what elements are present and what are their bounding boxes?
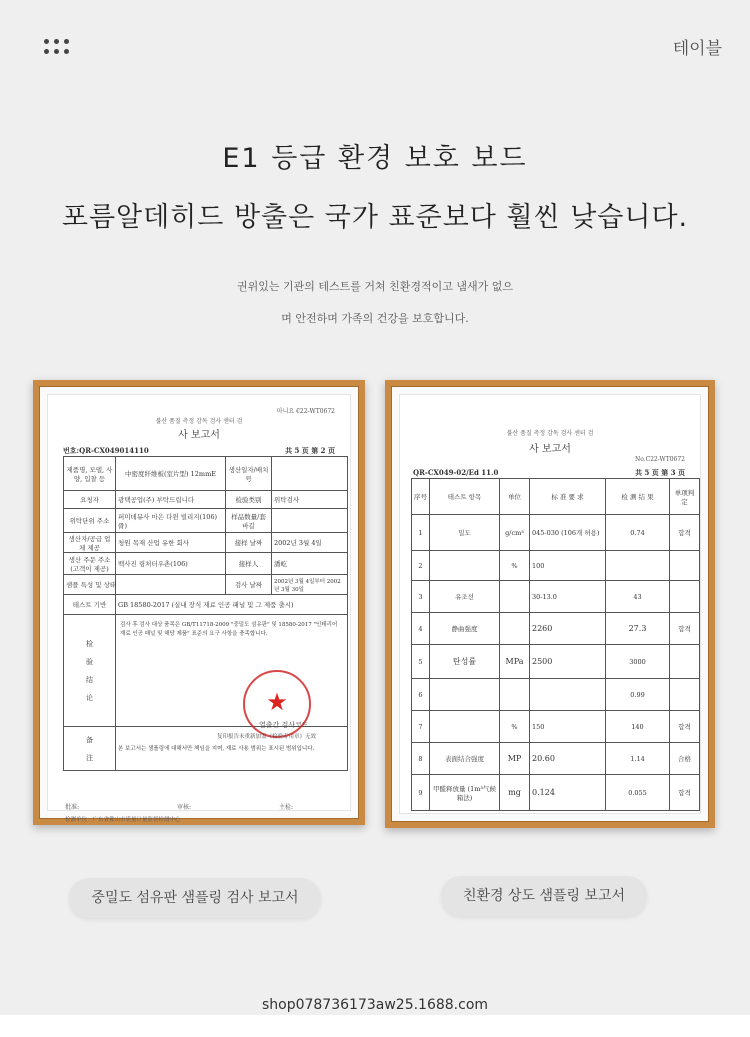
table-header-row [412,479,700,515]
right-report-table [411,478,700,811]
cell-no: 3 [412,581,430,613]
caption-left[interactable]: 중밀도 섬유판 샘플링 검사 보고서 [69,878,321,918]
row-value-2 [272,457,348,491]
cell-unit [500,581,530,613]
row-label-2: 생산일자/배치号 [226,457,272,491]
row-label: 생산 주문 주소(고객이 제공) [64,553,116,575]
seal-caption-2: 复印报告未重新加盖《检验专用章》无效 [217,734,317,740]
row-value: 中密度纤维板(室片型) 12mmE [116,457,226,491]
shop-watermark: shop078736173aw25.1688.com [261,997,489,1013]
row-value: 청원 목재 산업 유한 회사 [116,533,226,553]
cell-item: 유조선 [430,581,500,613]
table-row [64,509,348,533]
right-certificate [399,394,701,814]
cell-unit: % [500,551,530,581]
table-row [412,775,700,811]
cell-result: 0.99 [606,679,670,711]
cell-requirement [530,679,606,711]
table-row [64,533,348,553]
title-line-2: 포름알데히드 방출은 국가 표준보다 훨씬 낮습니다. [61,202,689,233]
column-header: 单项判定 [670,479,700,515]
conclusion-char: 验 [86,657,93,666]
table-row [64,553,348,575]
cell-result: 3000 [606,645,670,679]
cell-judgement: 합격 [670,711,700,743]
table-row [412,613,700,645]
cell-judgement [670,679,700,711]
cell-requirement: 2260 [530,613,606,645]
table-row [64,575,348,595]
cell-no: 9 [412,775,430,811]
row-label-2: 接样 날짜 [226,533,272,553]
row-label: 요청자 [64,491,116,509]
cell-item: 甲醛释放量 (1m³气候箱法) [430,775,500,811]
table-row [412,645,700,679]
cell-requirement: 100 [530,551,606,581]
title-line-1: E1 등급 환경 보호 보드 [222,143,528,174]
left-certificate [47,394,351,823]
cell-no: 4 [412,613,430,645]
row-label: 생산자/공급 업체 제공 [64,533,116,553]
row-value-2: 潘屹 [272,553,348,575]
conclusion-char: 结 [86,675,93,684]
report-page: 共 5 页 第 2 页 [285,446,335,455]
cell-no: 5 [412,645,430,679]
row-label-2: 样品数量/套 바길 [226,509,272,533]
cell-item [430,711,500,743]
row-label-2: 검사 날짜 [226,575,272,595]
description-line-2: 며 안전하며 가족의 건강을 보호합니다. [281,312,469,325]
table-row [64,595,348,615]
review-label: 审核: [177,804,192,811]
cell-item: 静曲强度 [430,613,500,645]
bottom-strip [0,1015,750,1037]
row-value: 퍼미데뮤사 마은 다윈 빌리지(106) 骨) [116,509,226,533]
row-value: 백사진 링처터우촌(106) [116,553,226,575]
remark-text: 본 보고서는 샘플링에 대해서만 책임을 지며, 재료 사용 범위는 표시된 범위입니다. [116,727,348,771]
cell-item: 탄성률 [430,645,500,679]
table-row [412,743,700,775]
left-certificate-frame [33,380,365,825]
row-label: 샘플 특성 및 상태 [64,575,116,595]
conclusion-text [116,615,348,727]
cell-judgement: 合格 [670,743,700,775]
cell-item [430,679,500,711]
row-value-2: 2002년 3월 4일 [272,533,348,553]
caption-right[interactable]: 친환경 상도 샘플링 보고서 [441,876,647,916]
cell-result [606,551,670,581]
cell-result: 43 [606,581,670,613]
report-page: 共 5 页 第 3 页 [635,468,685,477]
remark-label [64,727,116,771]
report-org: 불산 품질 측정 감독 검사 센터 검 [506,430,594,437]
column-header: 标 准 要 求 [530,479,606,515]
cell-result: 0.74 [606,515,670,551]
report-code: No.C22-WT0672 [634,456,685,463]
row-label-2: 检验类别 [226,491,272,509]
column-header: 单位 [500,479,530,515]
conclusion-label [64,615,116,727]
row-value-2 [272,509,348,533]
star-icon: ★ [266,688,288,716]
cell-judgement: 합격 [670,613,700,645]
remark-char: 备 [86,735,93,744]
cell-result: 140 [606,711,670,743]
cell-requirement: 20.60 [530,743,606,775]
column-header: 序号 [412,479,430,515]
conclusion-char: 检 [86,639,93,648]
row-label: 위탁단위 주소 [64,509,116,533]
remark-char: 注 [86,753,93,762]
cell-unit: mg [500,775,530,811]
row-label: 테스트 기반 [64,595,116,615]
row-value [116,575,226,595]
cell-result: 27.3 [606,613,670,645]
cell-no: 6 [412,679,430,711]
cell-requirement: 30-13.0 [530,581,606,613]
approve-label: 批准: [65,804,80,811]
report-number: 번호:QR-CX049014110 [63,446,149,455]
column-header: 테스트 항목 [430,479,500,515]
report-code: 마니요 €22-WT0672 [276,408,335,415]
cell-requirement: 0.124 [530,775,606,811]
table-row [412,679,700,711]
cell-item: 表面结合强度 [430,743,500,775]
cell-item: 밀도 [430,515,500,551]
row-label-2: 接样人 [226,553,272,575]
cell-unit: MPa [500,645,530,679]
cell-no: 8 [412,743,430,775]
cell-result: 0.055 [606,775,670,811]
table-row [64,491,348,509]
cell-requirement: 045-030 (106개 허용) [530,515,606,551]
cell-unit: g/cm³ [500,515,530,551]
cell-judgement: 합격 [670,515,700,551]
report-org: 불산 품질 측정 감독 검사 센터 검 [155,418,243,425]
cell-no: 2 [412,551,430,581]
row-value: 광택공업(주) 부탁드립니다 [116,491,226,509]
table-row [412,711,700,743]
row-value-2: 위탁검사 [272,491,348,509]
cell-requirement: 150 [530,711,606,743]
top-label[interactable]: 테이블 [672,39,722,59]
conclusion-char: 论 [86,693,93,702]
right-certificate-frame [385,380,715,828]
cell-unit [500,679,530,711]
cell-item [430,551,500,581]
cell-unit: % [500,711,530,743]
inspect-label: 主检: [279,804,294,811]
report-title: 사 보고서 [178,430,220,441]
row-value-2: 2002년 3월 4일부터 2002년 3월 30일 [272,575,348,595]
seal-caption: 열출간 검사코드 [259,721,309,729]
report-title: 사 보고서 [529,444,571,455]
cell-no: 1 [412,515,430,551]
cell-judgement: 합격 [670,775,700,811]
cell-requirement: 2500 [530,645,606,679]
row-label: 제품명, 모델, 사양, 입찰 등 [64,457,116,491]
table-row [412,581,700,613]
table-row [412,551,700,581]
conclusion-text-body: 검사 후 검사 대상 품목은 GB/T11718-2009 "중밀도 섬유판" 및 18580-2017 "인테리어 재료 인공 패널 및 해당 제품" 표준의 요구 사항을 충족합니다. [120,622,338,637]
column-header: 检 测 结 果 [606,479,670,515]
cell-judgement [670,581,700,613]
cell-judgement [670,551,700,581]
cell-no: 7 [412,711,430,743]
report-footer: 检测单位：广东省佛山市质量计量监督检测中心 [65,817,181,823]
table-row [412,515,700,551]
report-number: QR-CX049-02/Ed 11.0 [413,468,499,477]
row-value: GB 18580-2017 (실내 장식 재료 인공 패널 및 그 제품 출시) [116,595,348,615]
cell-unit: MP [500,743,530,775]
description-line-1: 권위있는 기관의 테스트를 거쳐 친환경적이고 냄새가 없으 [236,280,513,293]
cell-judgement [670,645,700,679]
table-row [64,457,348,491]
grid-dots-icon[interactable] [44,39,70,55]
cell-unit [500,613,530,645]
cell-result: 1.14 [606,743,670,775]
